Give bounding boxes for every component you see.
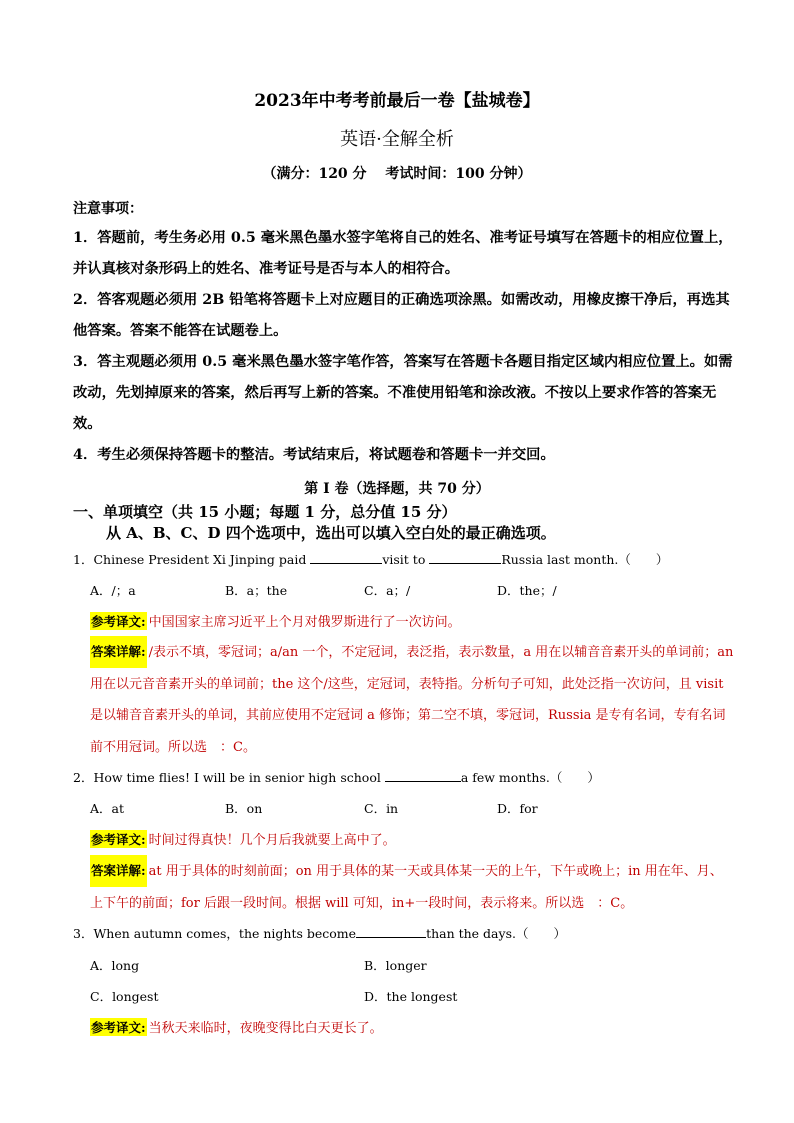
stem-part: than the days.（ ） bbox=[426, 926, 566, 941]
explanation-label: 答案详解: bbox=[90, 636, 147, 668]
translation-text: 当秋天来临时，夜晚变得比白天更长了。 bbox=[148, 1021, 383, 1036]
answer-blank bbox=[310, 551, 382, 564]
stem-part: Russia last month.（ ） bbox=[501, 552, 669, 567]
translation-label: 参考译文: bbox=[91, 614, 146, 629]
question-2-stem bbox=[73, 768, 600, 786]
translation-label: 参考译文: bbox=[91, 832, 146, 847]
stem-part: 3．When autumn comes，the nights become bbox=[73, 926, 357, 941]
explanation-2 bbox=[90, 855, 735, 919]
stem-part: 2．How time flies! I will be in senior high school bbox=[73, 770, 385, 785]
page-subtitle: 英语·全解全析 bbox=[340, 129, 454, 150]
answer-blank bbox=[385, 769, 461, 782]
explanation-text: /表示不填，零冠词；a/an 一个，不定冠词，表泛指，表示数量，a 用在以辅音音素开头的单词前；an 用在以元音音素开头的单词前；the 这个/这些，定冠词，表特指。分析句子可知，此处泛指一次访问，且 visit 是以辅音音素开头的单词，其前应使用不定冠词 a 修饰；第二空不填，零冠词，Russia 是专有名词，专有名词前不用冠词。所以选 ：C。 bbox=[90, 645, 734, 755]
translation-text: 时间过得真快！几个月后我就要上高中了。 bbox=[148, 833, 396, 848]
notice-item-4: 4．考生必须保持答题卡的整洁。考试结束后，将试题卷和答题卡一并交回。 bbox=[73, 447, 555, 463]
translation-2 bbox=[90, 829, 396, 848]
translation-label: 参考译文: bbox=[91, 1020, 146, 1035]
stem-part: 1．Chinese President Xi Jinping paid bbox=[73, 552, 311, 567]
part-heading: 第 I 卷（选择题，共 70 分） bbox=[304, 481, 490, 497]
explanation-text: at 用于具体的时刻前面；on 用于具体的某一天或具体某一天的上午，下午或晚上；in 用在年、月、上下午的前面；for 后跟一段时间。根据 will 可知，in+一段时间，表示将来。所以选 ：C。 bbox=[90, 864, 723, 911]
stem-part: a few months.（ ） bbox=[460, 770, 600, 785]
section-instruction: 从 A、B、C、D 四个选项中，选出可以填入空白处的最正确选项。 bbox=[106, 524, 556, 542]
option-a: A．at bbox=[90, 801, 125, 816]
exam-meta: （满分：120 分 考试时间：100 分钟） bbox=[262, 166, 532, 182]
option-d: D．for bbox=[497, 801, 538, 816]
notice-item-1: 1．答题前，考生务必用 0.5 毫米黑色墨水签字笔将自己的姓名、准考证号填写在答题卡的相应位置上，并认真核对条形码上的姓名、准考证号是否与本人的相符合。 bbox=[73, 230, 733, 277]
question-1-stem bbox=[73, 550, 668, 568]
notices-heading: 注意事项： bbox=[73, 201, 143, 217]
option-c: C．in bbox=[364, 801, 399, 816]
question-3-stem bbox=[73, 924, 566, 942]
option-b: B．on bbox=[225, 801, 263, 816]
option-b: B．longer bbox=[364, 958, 427, 973]
stem-part: visit to bbox=[382, 552, 430, 567]
answer-blank bbox=[356, 925, 426, 938]
explanation-1 bbox=[90, 636, 735, 763]
notice-item-3: 3．答主观题必须用 0.5 毫米黑色墨水签字笔作答，答案写在答题卡各题目指定区域内相应位置上。如需改动，先划掉原来的答案，然后再写上新的答案。不准使用铅笔和涂改液。不按以上要求作答的答案无效。 bbox=[73, 354, 733, 432]
explanation-label: 答案详解: bbox=[90, 855, 147, 887]
option-c: C．longest bbox=[90, 989, 159, 1004]
translation-text: 中国国家主席习近平上个月对俄罗斯进行了一次访问。 bbox=[148, 615, 461, 630]
option-a: A．/；a bbox=[90, 583, 136, 598]
option-b: B．a；the bbox=[225, 583, 288, 598]
notice-item-2: 2．答客观题必须用 2B 铅笔将答题卡上对应题目的正确选项涂黑。如需改动，用橡皮擦干净后，再选其他答案。答案不能答在试题卷上。 bbox=[73, 292, 730, 339]
option-d: D．the longest bbox=[364, 989, 458, 1004]
option-c: C．a；/ bbox=[364, 583, 411, 598]
option-d: D．the；/ bbox=[497, 583, 557, 598]
section-title: 一、单项填空（共 15 小题；每题 1 分，总分值 15 分） bbox=[73, 503, 457, 521]
option-a: A．long bbox=[90, 958, 140, 973]
answer-blank bbox=[429, 551, 501, 564]
page-title: 2023年中考考前最后一卷【盐城卷】 bbox=[254, 91, 540, 111]
translation-1 bbox=[90, 611, 461, 630]
translation-3 bbox=[90, 1017, 383, 1036]
